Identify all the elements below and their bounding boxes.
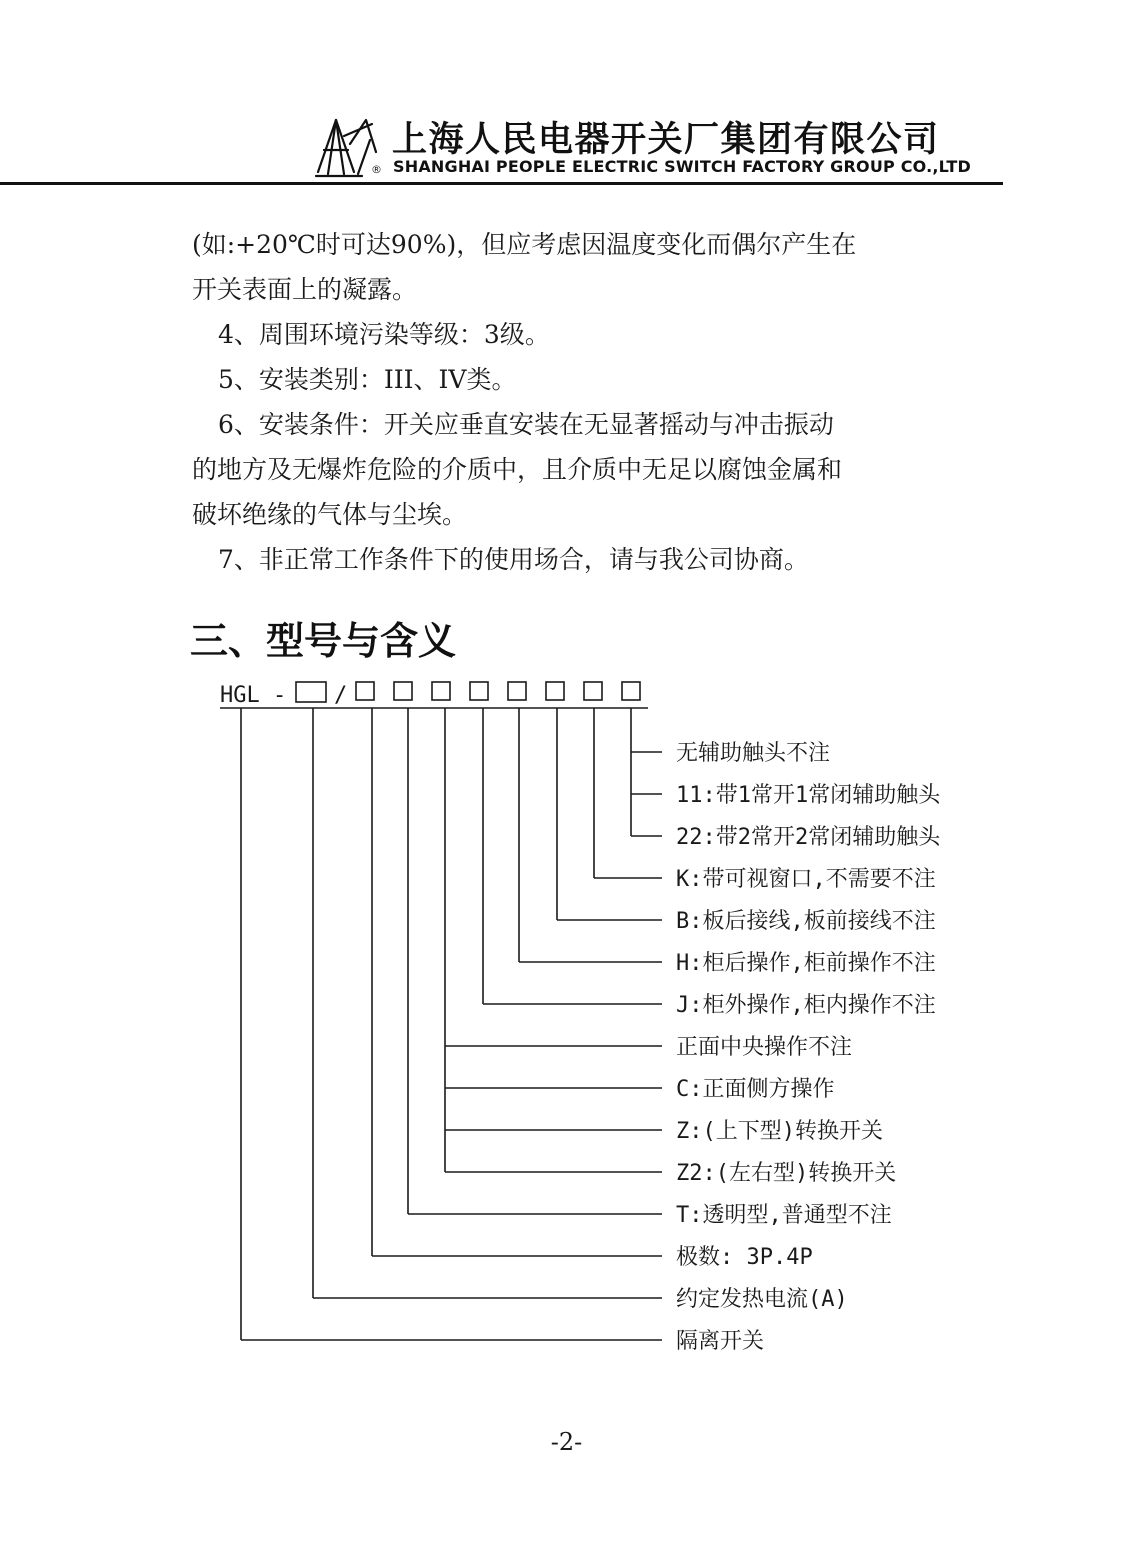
model-label: 11:带1常开1常闭辅助触头 [676,783,941,808]
code-box [546,682,564,700]
body-line: (如:+20℃时可达90%)，但应考虑因温度变化而偶尔产生在 [192,230,857,259]
model-label: B:板后接线,板前接线不注 [676,909,936,934]
company-name-en: SHANGHAI PEOPLE ELECTRIC SWITCH FACTORY GROUP CO.,LTD [393,157,972,176]
model-label: H:柜后操作,柜前操作不注 [676,951,936,976]
model-label: J:柜外操作,柜内操作不注 [676,993,936,1018]
code-box [622,682,640,700]
body-line: 开关表面上的凝露。 [192,275,418,304]
model-slash: / [334,683,348,708]
code-box [584,682,602,700]
current-box [296,682,326,702]
body-line: 6、安装条件：开关应垂直安装在无显著摇动与冲击振动 [218,410,834,439]
code-box [470,682,488,700]
model-label: 正面中央操作不注 [676,1035,853,1060]
model-label: 极数: 3P.4P [676,1245,813,1270]
registered-mark: ® [371,163,382,176]
body-line: 4、周围环境污染等级：3级。 [218,320,550,349]
body-line: 7、非正常工作条件下的使用场合，请与我公司协商。 [218,545,809,574]
header-divider [0,182,1003,185]
code-box [356,682,374,700]
model-code-diagram [0,660,1133,1380]
model-prefix: HGL [220,683,260,708]
model-label: 隔离开关 [676,1329,765,1354]
model-label: T:透明型,普通型不注 [676,1203,892,1228]
body-text [192,222,952,582]
body-line: 的地方及无爆炸危险的介质中，且介质中无足以腐蚀金属和 [192,455,843,484]
model-label: 约定发热电流(A) [676,1287,848,1312]
company-name-cn: 上海人民电器开关厂集团有限公司 [392,120,940,160]
model-label: 无辅助触头不注 [676,741,831,766]
code-box [394,682,412,700]
model-label: Z2:(左右型)转换开关 [676,1161,897,1186]
page-number: -2- [550,1428,583,1456]
model-label: K:带可视窗口,不需要不注 [676,867,936,892]
section-title: 三、型号与含义 [190,619,457,663]
model-label: Z:(上下型)转换开关 [676,1119,883,1144]
model-dash: - [273,683,287,708]
page-header [0,0,1133,190]
model-label: C:正面侧方操作 [676,1077,835,1102]
body-line: 破坏绝缘的气体与尘埃。 [192,500,468,529]
code-box [432,682,450,700]
model-label: 22:带2常开2常闭辅助触头 [676,825,941,850]
body-line: 5、安装类别：III、IV类。 [218,365,517,394]
code-box [508,682,526,700]
